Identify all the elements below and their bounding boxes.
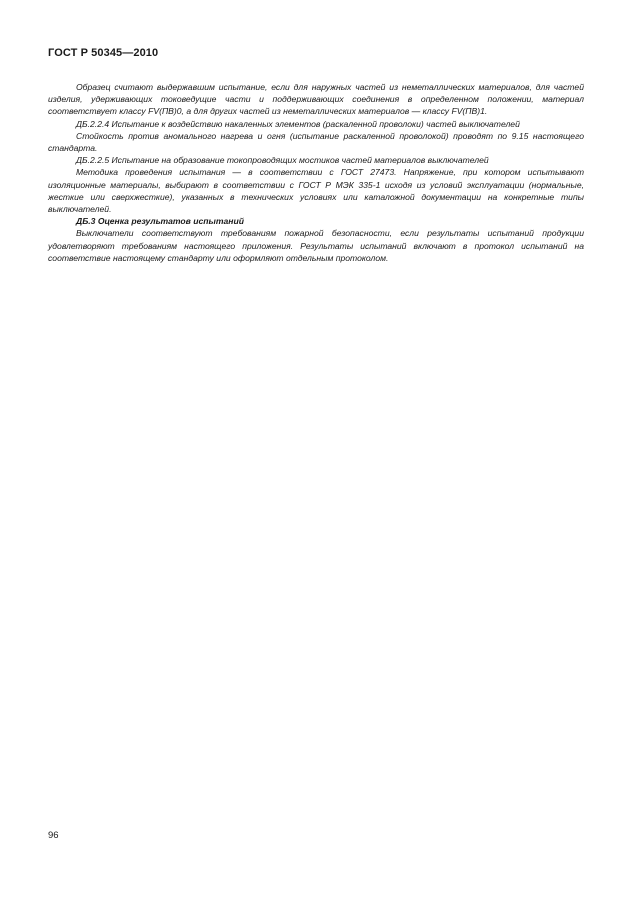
section-db-3-heading: ДБ.3 Оценка результатов испытаний (76, 216, 244, 227)
paragraph-test-result: Образец считают выдержавшим испытание, если для наружных частей из неметаллических материалов, для частей изделия, удерживающих токоведущие части и поддерживающих соединения в определенном положении, материал соответствует классу FV(ПВ)0, а для других частей из неметаллических материалов — классу FV(ПВ)1. (48, 82, 584, 117)
page-number: 96 (48, 830, 59, 841)
paragraph-evaluation: Выключатели соответствуют требованиям пожарной безопасности, если результаты испытаний продукции удовлетворяют требованиям настоящего приложения. Результаты испытаний включают в протокол испытаний на соответствие настоящему стандарту или оформляют отдельным протоколом. (48, 228, 584, 263)
section-db-2-2-4-title: ДБ.2.2.4 Испытание к воздействию накаленных элементов (раскаленной проволоки) частей выключателей (76, 118, 520, 129)
paragraph-glow-wire: Стойкость против аномального нагрева и огня (испытание раскаленной проволокой) проводят по 9.15 настоящего стандарта. (48, 130, 584, 154)
paragraph-test-method: Методика проведения испытания — в соответствии с ГОСТ 27473. Напряжение, при котором испытывают изоляционные материалы, выбирают в соответствии с ГОСТ Р МЭК 335-1 исходя из условий эксплуатации (нормальные, жесткие или сверхжесткие), указанных в технических условиях или каталожной документации на конкретные типы выключателей. (48, 167, 584, 215)
document-body (48, 81, 584, 264)
section-db-2-2-5-title: ДБ.2.2.5 Испытание на образование токопроводящих мостиков частей материалов выключателей (76, 155, 489, 166)
document-code-header: ГОСТ Р 50345—2010 (48, 47, 159, 59)
